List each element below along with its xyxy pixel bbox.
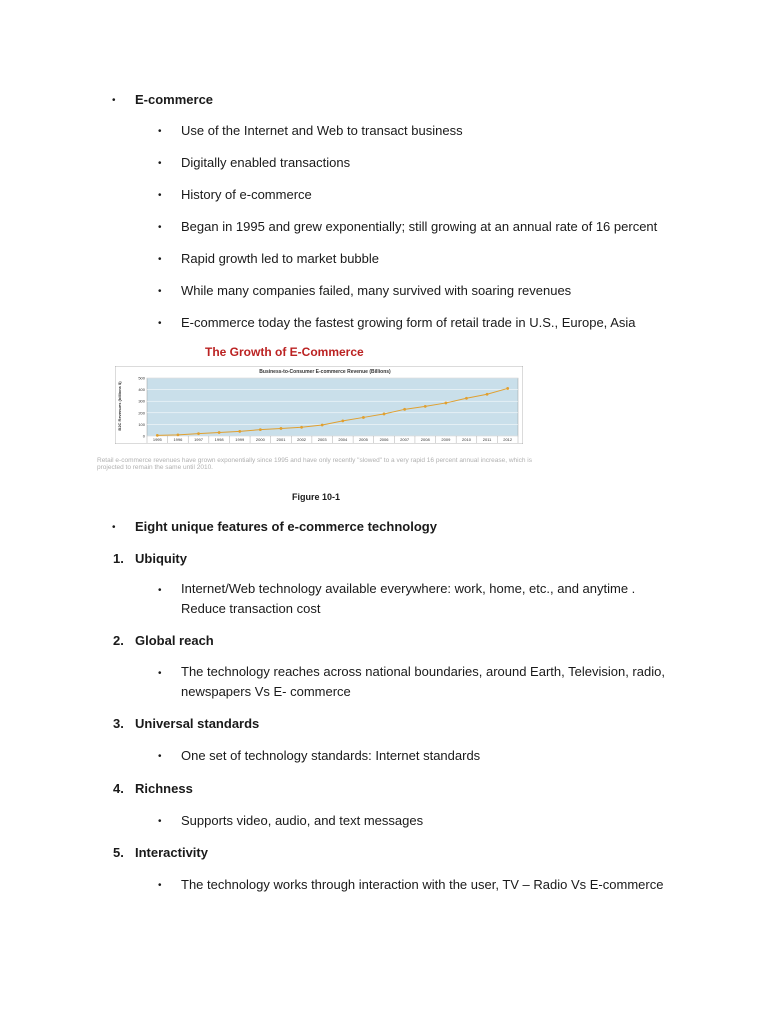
data-point <box>321 424 324 427</box>
feature-title: Interactivity <box>135 845 208 860</box>
bullet-icon: • <box>158 158 162 169</box>
figure-title: The Growth of E-Commerce <box>205 345 364 359</box>
x-tick-label: 1995 <box>152 437 162 442</box>
feature-detail: The technology works through interaction with the user, TV – Radio Vs E-commerce <box>181 877 664 892</box>
x-tick-label: 2006 <box>379 437 389 442</box>
feature-number: 4. <box>113 781 124 796</box>
x-tick-label: 2007 <box>400 437 410 442</box>
feature-title: Universal standards <box>135 716 260 731</box>
bullet-icon: • <box>158 751 162 762</box>
list-item: While many companies failed, many survived with soaring revenues <box>181 283 572 298</box>
list-item: E-commerce today the fastest growing form of retail trade in U.S., Europe, Asia <box>181 315 636 330</box>
bullet-icon: • <box>158 190 162 201</box>
data-point <box>280 427 283 430</box>
data-point <box>444 402 447 405</box>
plot-area <box>147 378 518 436</box>
data-point <box>177 433 180 436</box>
figure-label: Figure 10-1 <box>292 492 341 502</box>
bullet-icon: • <box>158 880 162 891</box>
bullet-icon: • <box>158 126 162 137</box>
x-tick-label: 1998 <box>214 437 224 442</box>
bullet-icon: • <box>158 286 162 297</box>
x-tick-label: 2004 <box>338 437 348 442</box>
list-item: Digitally enabled transactions <box>181 155 351 170</box>
x-tick-label: 2002 <box>297 437 307 442</box>
feature-number: 1. <box>113 551 124 566</box>
list-item: History of e-commerce <box>181 187 312 202</box>
data-point <box>218 431 221 434</box>
y-tick-label: 500 <box>138 375 145 381</box>
bullet-icon: • <box>158 585 162 596</box>
data-point <box>424 405 427 408</box>
y-tick-label: 200 <box>138 410 145 416</box>
bullet-icon: • <box>158 222 162 233</box>
feature-number: 3. <box>113 716 124 731</box>
data-point <box>383 413 386 416</box>
feature-title: Ubiquity <box>135 551 187 566</box>
section-heading: Eight unique features of e-commerce technology <box>135 519 437 534</box>
data-point <box>156 434 159 437</box>
list-item: Use of the Internet and Web to transact business <box>181 123 463 138</box>
x-tick-label: 2000 <box>255 437 265 442</box>
y-tick-label: 300 <box>138 398 145 404</box>
x-tick-label: 2005 <box>358 437 368 442</box>
feature-detail: One set of technology standards: Internet standards <box>181 748 481 763</box>
section-heading: E-commerce <box>135 92 214 107</box>
x-tick-label: 1997 <box>194 437 203 442</box>
feature-detail: Internet/Web technology available everywhere: work, home, etc., and anytime . Reduce transaction cost <box>181 581 636 616</box>
x-tick-label: 2003 <box>317 437 327 442</box>
data-point <box>341 420 344 423</box>
data-point <box>197 432 200 435</box>
x-tick-label: 2001 <box>276 437 286 442</box>
feature-detail: The technology reaches across national boundaries, around Earth, Television, radio, newspapers Vs E- commerce <box>181 664 665 699</box>
data-point <box>486 393 489 396</box>
bullet-icon: • <box>112 95 116 106</box>
bullet-icon: • <box>158 318 162 329</box>
x-tick-label: 2011 <box>482 437 492 442</box>
data-point <box>362 416 365 419</box>
feature-title: Richness <box>135 781 193 796</box>
y-tick-label: 0 <box>142 433 145 439</box>
data-point <box>506 387 509 390</box>
chart-y-axis-label: B2C Revenues (billions $) <box>117 381 122 431</box>
bullet-icon: • <box>158 668 162 679</box>
data-point <box>403 408 406 411</box>
bullet-icon: • <box>112 522 116 533</box>
data-point <box>300 426 303 429</box>
bullet-icon: • <box>158 816 162 827</box>
x-tick-label: 2008 <box>420 437 430 442</box>
data-point <box>238 430 241 433</box>
growth-chart <box>115 366 523 444</box>
chart-title: Business-to-Consumer E-commerce Revenue (Billions) <box>259 369 391 375</box>
feature-number: 5. <box>113 845 124 860</box>
list-item: Rapid growth led to market bubble <box>181 251 380 266</box>
feature-title: Global reach <box>135 633 214 648</box>
list-item: Began in 1995 and grew exponentially; still growing at an annual rate of 16 percent <box>181 219 658 234</box>
data-point <box>259 428 262 431</box>
data-point <box>465 397 468 400</box>
x-tick-label: 2009 <box>441 437 451 442</box>
bullet-icon: • <box>158 254 162 265</box>
y-tick-label: 400 <box>138 387 145 393</box>
figure-caption: Retail e-commerce revenues have grown exponentially since 1995 and have only recently "slowed" to a very rapid 16 percent annual increase, which is projected to remain the same until 2010. <box>97 457 532 471</box>
feature-number: 2. <box>113 633 124 648</box>
x-tick-label: 2012 <box>503 437 513 442</box>
x-tick-label: 1999 <box>235 437 245 442</box>
x-tick-label: 2010 <box>462 437 471 442</box>
x-tick-label: 1996 <box>173 437 183 442</box>
feature-detail: Supports video, audio, and text messages <box>181 813 424 828</box>
y-tick-label: 100 <box>138 421 145 427</box>
